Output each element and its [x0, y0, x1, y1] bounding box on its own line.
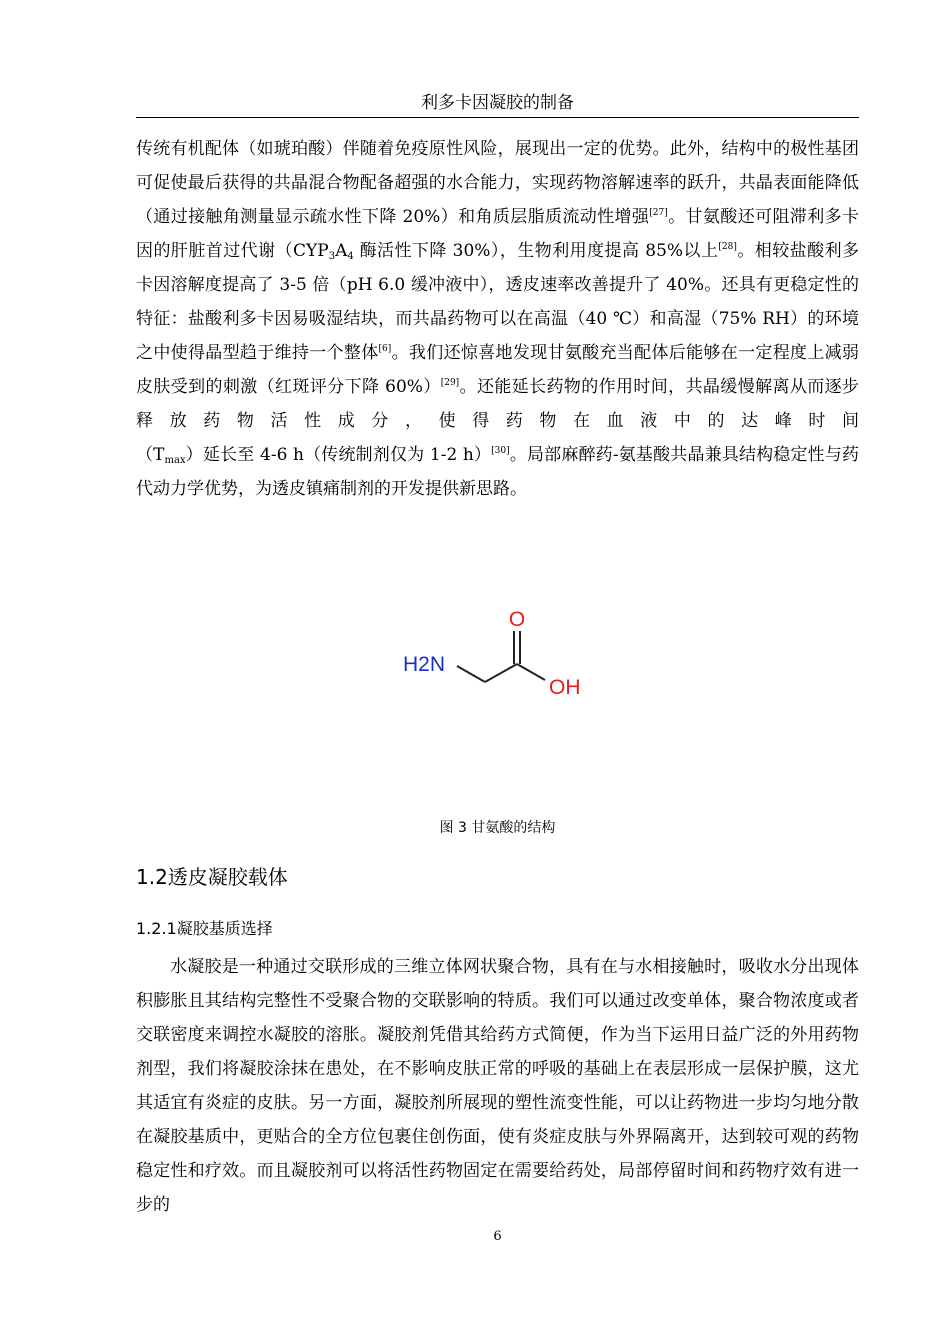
- atom-hydroxyl-label: OH: [549, 676, 581, 699]
- body-paragraph-2: 水凝胶是一种通过交联形成的三维立体网状聚合物，具有在与水相接触时，吸收水分出现体积膨胀且其结构完整性不受聚合物的交联影响的特质。我们可以通过改变单体，聚合物浓度或者交联密度来调控水凝胶的溶胀。凝胶剂凭借其给药方式简便，作为当下运用日益广泛的外用药物剂型，我们将凝胶涂抹在患处，在不影响皮肤正常的呼吸的基础上在表层形成一层保护膜，这尤其适宜有炎症的皮肤。另一方面，凝胶剂所展现的塑性流变性能，可以让药物进一步均匀地分散在凝胶基质中，更贴合的全方位包裹住创伤面，使有炎症皮肤与外界隔离开，达到较可观的药物稳定性和疗效。而且凝胶剂可以将活性药物固定在需要给药处，局部停留时间和药物疗效有进一步的: [136, 957, 859, 1215]
- running-header: 利多卡因凝胶的制备: [421, 93, 574, 113]
- atom-oxygen-label: O: [508, 608, 526, 631]
- glycine-structure-diagram: [395, 598, 595, 708]
- atom-amine-label: H2N: [403, 653, 446, 676]
- subscript-max: max: [164, 455, 186, 466]
- citation-27[interactable]: [27]: [649, 208, 668, 218]
- bond-c-oh: [517, 664, 545, 680]
- page-number: 6: [493, 1229, 502, 1244]
- text-run: 。甘氨酸还可阻滞利多卡因的肝脏首过代谢（CYP: [136, 207, 859, 261]
- section-heading: 1.2透皮凝胶载体: [136, 865, 288, 889]
- text-run: 。相较盐酸利多卡因溶解度提高了 3-5 倍（pH 6.0 缓冲液中），透皮速率改善提升了 40%。还具有更稳定性的特征：盐酸利多卡因易吸湿结块，而共晶药物可以在高温（40 ℃）和高湿（75% RH）的环境之中使得晶型趋于维持一个整体: [136, 241, 860, 363]
- citation-29[interactable]: [29]: [440, 378, 460, 388]
- bond-n-c: [457, 666, 485, 682]
- header-divider: [136, 117, 859, 118]
- text-run: A: [335, 241, 348, 261]
- text-run: 。我们还惊喜地发现甘氨酸充当配体后能够在一定程度上减弱皮肤受到的刺激（红斑评分下降 60%）: [136, 343, 860, 397]
- body-paragraph-1-container: [136, 132, 859, 506]
- subsection-heading: 1.2.1凝胶基质选择: [136, 919, 273, 938]
- glycine-structure-figure: [395, 598, 595, 708]
- body-paragraph-2-container: [136, 950, 859, 1222]
- subscript-4: 4: [347, 251, 354, 262]
- subscript-3: 3: [328, 251, 336, 262]
- text-run: 传统有机配体（如琥珀酸）伴随着免疫原性风险，展现出一定的优势。此外，结构中的极性基团可促使最后获得的共晶混合物配备超强的水合能力，实现药物溶解速率的跃升，共晶表面能降低（通过接触角测量显示疏水性下降 20%）和角质层脂质流动性增强: [136, 139, 859, 227]
- citation-6[interactable]: [6]: [378, 344, 392, 354]
- figure-caption: 图 3 甘氨酸的结构: [439, 820, 556, 836]
- bond-c-c: [485, 664, 517, 682]
- citation-30[interactable]: [30]: [491, 446, 510, 456]
- text-run: 。还能延长药物的作用时间，共晶缓慢解离从而逐步释放药物活性成分，使得药物在血液中的达峰时间（T: [136, 377, 859, 465]
- text-run: 酶活性下降 30%），生物利用度提高 85%以上: [353, 241, 719, 261]
- body-paragraph-1: [136, 132, 859, 506]
- citation-28[interactable]: [28]: [718, 242, 737, 252]
- text-run: ）延长至 4-6 h（传统制剂仅为 1-2 h）: [185, 445, 492, 465]
- text-run: 。局部麻醉药-氨基酸共晶兼具结构稳定性与药代动力学优势，为透皮镇痛制剂的开发提供新思路。: [136, 445, 860, 499]
